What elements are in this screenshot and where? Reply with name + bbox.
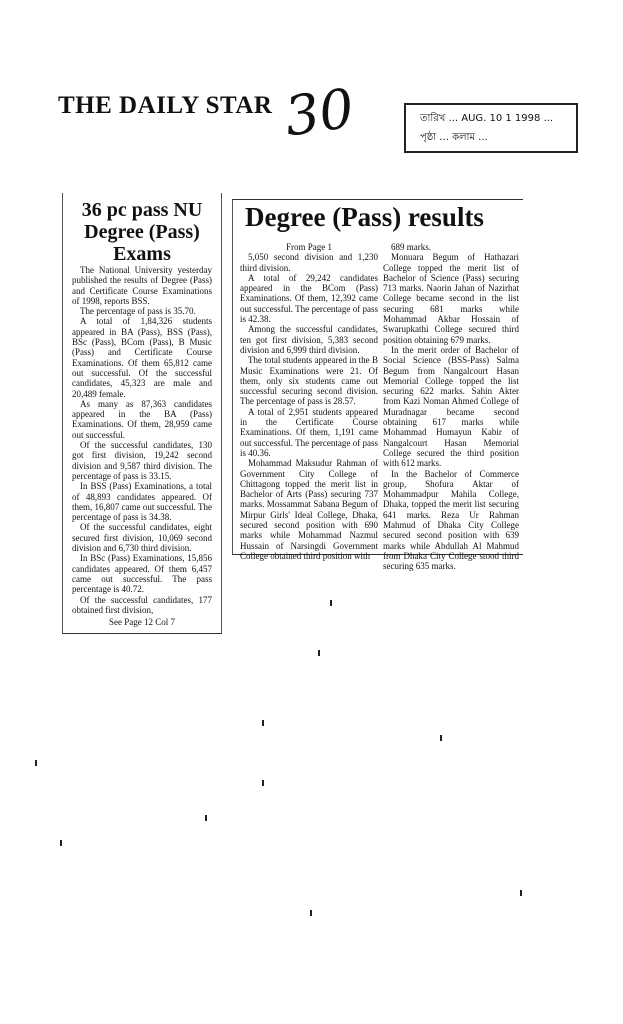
article2-column-1 xyxy=(240,242,378,561)
headline-line-2: Degree (Pass) xyxy=(84,221,200,243)
article2-headline: Degree (Pass) results xyxy=(245,202,484,232)
paragraph: As many as 87,363 candidates appeared in the BA (Pass) Examinations. Of them, 28,959 came out successful. xyxy=(72,398,212,440)
article1-body xyxy=(72,265,212,627)
paragraph: Of the successful candidates, 177 obtained first division, xyxy=(72,594,212,615)
paragraph: In BSc (Pass) Examinations, 15,856 candidates appeared. Of them 6,457 came out successful. The pass percentage is 40.72. xyxy=(72,553,212,595)
article1-headline xyxy=(63,199,221,265)
paragraph: Among the successful candidates, ten got first division, 5,383 second division and 6,999 third division. xyxy=(240,324,378,355)
paragraph: A total of 1,84,326 students appeared in BA (Pass), BSS (Pass), BSc (Pass), BCom (Pass), B Music (Pass) and Certificate Course Examinations. Of them 65,812 came out successful. Of the successful candidates, 45,323 are male and 20,489 female. xyxy=(72,316,212,399)
paragraph: In the Bachelor of Commerce group, Shofura Aktar of Mohammadpur Mahila College, Dhaka, topped the merit list securing 641 marks. Reza Ur Rahman Mahmud of Dhaka City College secured second position with 639 marks while Abdullah Al Mahmud from Dhaka City College stood third securing 635 marks. xyxy=(383,468,519,572)
paragraph: 5,050 second division and 1,230 third division. xyxy=(240,252,378,273)
masthead: THE DAILY STAR xyxy=(58,92,273,119)
paragraph: Of the successful candidates, eight secured first division, 10,069 second division and 6,730 third division. xyxy=(72,522,212,554)
paragraph: A total of 2,951 students appeared in the Certificate Course Examinations. Of them, 1,191 came out successful. The percentage of pass is 40.36. xyxy=(240,406,378,458)
paragraph: 689 marks. xyxy=(391,242,431,252)
stamp-page-line: পৃষ্ঠা ... কলাম ... xyxy=(420,132,488,143)
continued-reference: See Page 12 Col 7 xyxy=(109,617,175,628)
paragraph: The percentage of pass is 35.70. xyxy=(80,306,196,317)
paragraph: A total of 29,242 candidates appeared in the BCom (Pass) Examinations. Of them, 12,392 came out successful. The percentage of pass is 42.38. xyxy=(240,272,378,325)
handwritten-number: 30 xyxy=(280,76,358,149)
stamp-date-line: তারিখ ... AUG. 10 1 1998 ... xyxy=(420,113,554,124)
date-stamp xyxy=(404,103,578,153)
paragraph: In BSS (Pass) Examinations, a total of 48,893 candidates appeared. Of them, 16,807 came out successful. The percentage of pass is 34.38. xyxy=(72,481,212,523)
paragraph: Of the successful candidates, 130 got first division, 19,242 second division and 9,587 third division. The percentage of pass is 33.15. xyxy=(72,440,212,481)
paragraph: The total students appeared in the B Music Examinations were 21. Of them, only six students came out successful securing second division. The percentage of pass is 28.57. xyxy=(240,355,378,407)
headline-line-1: 36 pc pass NU xyxy=(81,199,203,221)
from-page-label: From Page 1 xyxy=(286,242,332,252)
paragraph: The National University yesterday published the results of Degree (Pass) and Certificate Course Examinations of 1998, reports BSS. xyxy=(72,265,212,306)
paragraph: Mohammad Maksudur Rahman of Government City College of Chittagong topped the merit list in Bachelor of Arts (Pass) securing 737 marks. Mossammat Sabana Begum of Mirpur Girls' Ideal College, Dhaka, secured second position with 690 marks while Mohammad Nazmul Hussain of Narsingdi Government College obtained third position with xyxy=(240,458,378,561)
article2-column-2 xyxy=(383,242,519,572)
paragraph: Monuara Begum of Hathazari College topped the merit list of Bachelor of Science (Pass) securing 713 marks. Naorin Jahan of Nazirhat College became second in the list securing 681 marks while Mohammad Akbar Hossain of Swarupkathi College secured third position obtaining 679 marks. xyxy=(383,252,519,345)
headline-line-3: Exams xyxy=(113,243,171,265)
paragraph: In the merit order of Bachelor of Social Science (BSS-Pass) Salma Begum from Nangalcourt Hasan Memorial College topped the list securing 622 marks. Sahin Akter from Kazi Noman Ahmed College of Muradnagar became second obtaining 617 marks while Mohammad Humayun Kabir of Nangalcourt Hasan Memorial College secured the third position with 612 marks. xyxy=(383,344,519,469)
